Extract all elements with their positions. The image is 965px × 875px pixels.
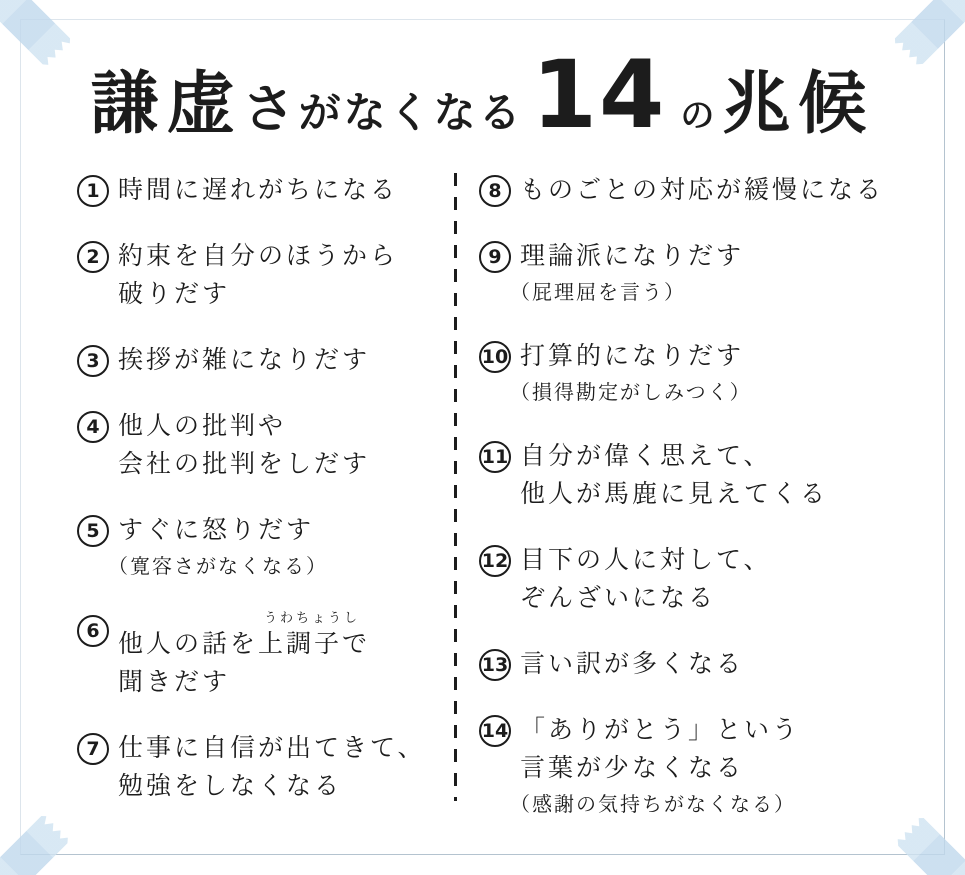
item-lines	[520, 541, 772, 617]
columns	[21, 165, 944, 816]
title-part: さ	[242, 80, 299, 140]
item-lines	[118, 341, 370, 379]
list-item	[77, 171, 454, 209]
item-note: （屁理屈を言う）	[510, 280, 686, 304]
title-part: 14	[531, 41, 667, 150]
card	[20, 19, 945, 855]
title-part: の	[680, 96, 717, 136]
list-item	[77, 237, 454, 313]
item-text-line: 他人が馬鹿に見えてくる	[520, 479, 829, 508]
item-lines	[108, 511, 328, 583]
item-text-line: 言葉が少なくなる	[520, 753, 745, 782]
item-lines	[118, 407, 370, 483]
list-item	[479, 711, 944, 821]
item-lines	[510, 237, 745, 309]
item-text-line: 約束を自分のほうから	[118, 241, 399, 270]
left-column	[77, 171, 454, 805]
item-lines	[510, 337, 752, 409]
item-text-line: ぞんざいになる	[520, 583, 717, 612]
item-text-line: すぐに怒りだす	[118, 515, 315, 544]
list-item	[77, 407, 454, 483]
item-number: 10	[479, 341, 511, 373]
furigana: うわちょうし	[264, 611, 361, 626]
item-text-line: 会社の批判をしだす	[118, 449, 371, 478]
item-text-line: ものごとの対応が緩慢になる	[520, 175, 885, 204]
item-number: 2	[77, 241, 109, 273]
item-lines	[520, 171, 884, 209]
item-lines	[118, 611, 370, 701]
item-lines	[510, 711, 801, 821]
item-number: 12	[479, 545, 511, 577]
item-lines	[520, 645, 744, 683]
item-text-line: 言い訳が多くなる	[520, 649, 745, 678]
item-lines	[118, 729, 426, 805]
item-text-line: 破りだす	[118, 279, 231, 308]
item-text-line: 他人の批判や	[118, 411, 287, 440]
item-lines	[520, 437, 828, 513]
list-item	[77, 341, 454, 379]
list-item	[479, 541, 944, 617]
item-text-line: 「ありがとう」という	[520, 715, 801, 744]
item-text-line: 自分が偉く思えて、	[520, 441, 772, 470]
item-number: 3	[77, 345, 109, 377]
item-number: 5	[77, 515, 109, 547]
page-title	[31, 41, 934, 150]
item-number: 13	[479, 649, 511, 681]
item-number: 7	[77, 733, 109, 765]
item-note: （損得勘定がしみつく）	[510, 380, 752, 404]
item-number: 9	[479, 241, 511, 273]
item-text-line: 勉強をしなくなる	[118, 771, 343, 800]
list-item	[77, 729, 454, 805]
item-text-line: 聞きだす	[118, 667, 231, 696]
item-text-line: 打算的になりだす	[520, 341, 745, 370]
item-lines	[118, 237, 398, 313]
right-column	[457, 171, 944, 816]
item-text-line: 時間に遅れがちになる	[118, 175, 399, 204]
item-text-line: 他人の話を上調子で	[118, 629, 371, 658]
item-lines	[118, 171, 398, 209]
item-number: 1	[77, 175, 109, 207]
list-item	[77, 511, 454, 583]
item-note: （感謝の気持ちがなくなる）	[510, 792, 796, 816]
title-part: 謙虚	[90, 65, 243, 144]
list-item	[479, 337, 944, 409]
item-text-line: 挨拶が雑になりだす	[118, 345, 371, 374]
item-number: 14	[479, 715, 511, 747]
item-number: 6	[77, 615, 109, 647]
item-text-line: 目下の人に対して、	[520, 545, 772, 574]
list-item	[479, 237, 944, 309]
list-item	[479, 437, 944, 513]
title-part: 兆候	[722, 65, 875, 144]
item-text-line: 仕事に自信が出てきて、	[118, 733, 426, 762]
list-item	[77, 611, 454, 701]
item-text-line: 理論派になりだす	[520, 241, 745, 270]
item-note: （寛容さがなくなる）	[108, 554, 328, 578]
item-number: 8	[479, 175, 511, 207]
item-number: 11	[479, 441, 511, 473]
title-part: がなくなる	[298, 88, 524, 137]
list-item	[479, 645, 944, 683]
item-number: 4	[77, 411, 109, 443]
list-item	[479, 171, 944, 209]
